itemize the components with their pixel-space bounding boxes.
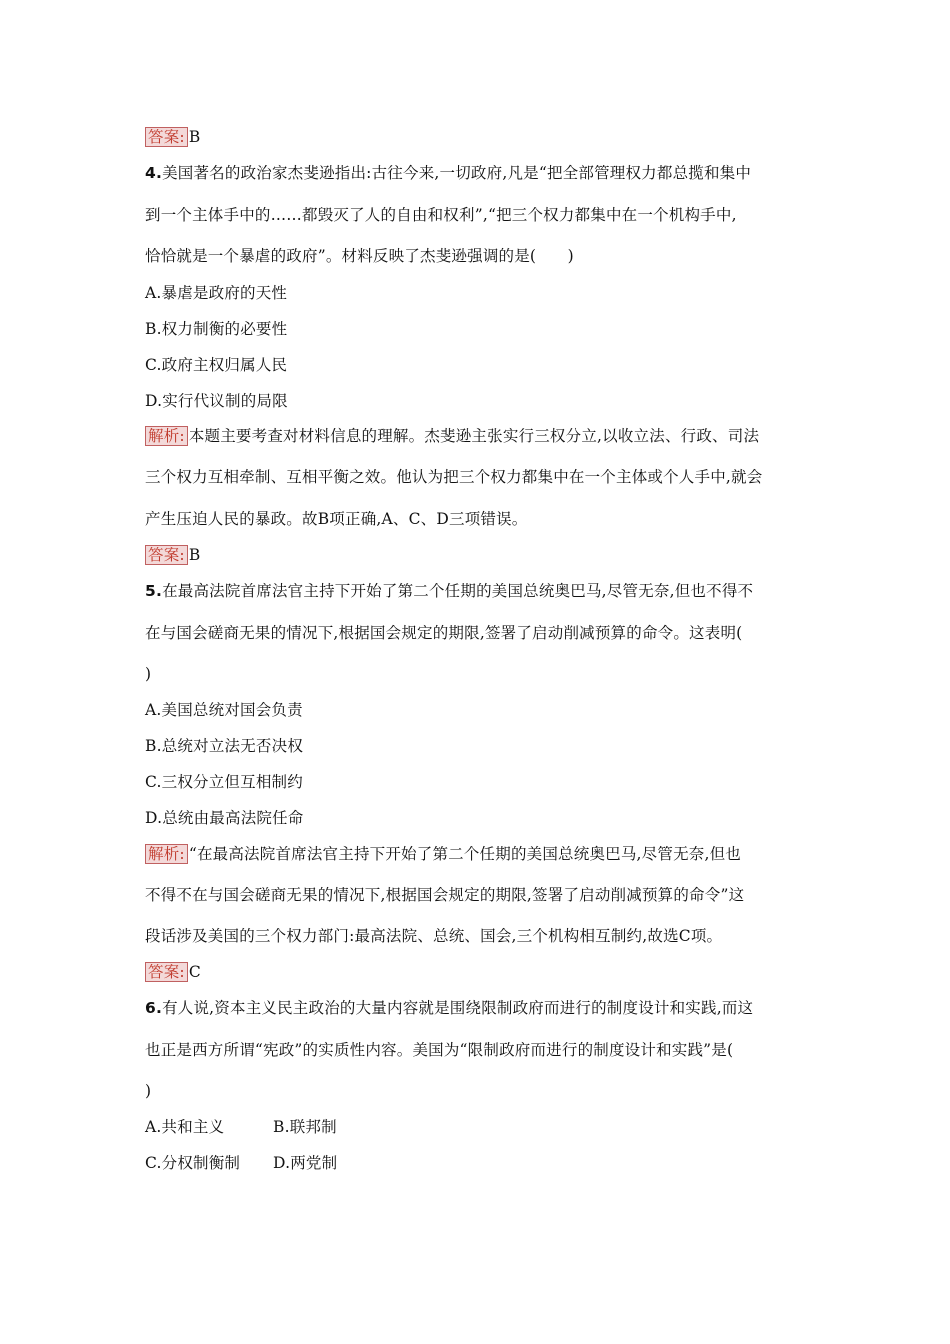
answer-value: C: [188, 963, 201, 981]
analysis-line-3: 段话涉及美国的三个权力部门:最高法院、总统、国会,三个机构相互制约,故选C项。: [145, 927, 723, 945]
answer-tag: 答案:: [145, 127, 188, 147]
question-5-line-1: [145, 580, 753, 602]
option-b: B.总统对立法无否决权: [145, 737, 304, 755]
analysis-tag: 解析:: [145, 426, 188, 446]
answer-value: B: [188, 546, 201, 564]
question-6-line-1: [145, 997, 753, 1019]
answer-row: [145, 961, 201, 983]
analysis-line-2: 三个权力互相牵制、互相平衡之效。他认为把三个权力都集中在一个主体或个人手中,就会: [145, 468, 763, 486]
analysis-line-2: 不得不在与国会磋商无果的情况下,根据国会规定的期限,签署了启动削减预算的命令”这: [145, 886, 745, 904]
answer-tag: 答案:: [145, 962, 188, 982]
analysis-text: 本题主要考查对材料信息的理解。杰斐逊主张实行三权分立,以收立法、行政、司法: [188, 427, 760, 445]
option-b: B.联邦制: [273, 1118, 337, 1136]
option-c: C.政府主权归属人民: [145, 356, 288, 374]
answer-row: [145, 126, 200, 148]
options-row-1: [145, 1116, 445, 1138]
option-b: B.权力制衡的必要性: [145, 320, 288, 338]
option-c: C.三权分立但互相制约: [145, 773, 303, 791]
question-text: 美国著名的政治家杰斐逊指出:古往今来,一切政府,凡是“把全部管理权力都总揽和集中: [162, 164, 752, 182]
question-6-line-2: 也正是西方所谓“宪政”的实质性内容。美国为“限制政府而进行的制度设计和实践”是(: [145, 1041, 734, 1059]
question-4-line-2: 到一个主体手中的……都毁灭了人的自由和权利”,“把三个权力都集中在一个机构手中,: [145, 206, 737, 224]
answer-value: B: [188, 128, 201, 146]
options-row-2: [145, 1152, 445, 1174]
option-a: A.共和主义: [145, 1118, 225, 1136]
question-4-line-3: 恰恰就是一个暴虐的政府”。材料反映了杰斐逊强调的是( ): [145, 247, 574, 265]
answer-tag: 答案:: [145, 545, 188, 565]
option-d: D.两党制: [273, 1154, 338, 1172]
document-page: [145, 0, 810, 1344]
analysis-line-1: [145, 843, 741, 865]
question-5-line-3: ): [145, 665, 152, 683]
option-c: C.分权制衡制: [145, 1154, 241, 1172]
question-4-line-1: [145, 162, 751, 184]
option-a: A.暴虐是政府的天性: [145, 284, 288, 302]
question-text: 有人说,资本主义民主政治的大量内容就是围绕限制政府而进行的制度设计和实践,而这: [162, 999, 754, 1017]
question-6-line-3: ): [145, 1082, 152, 1100]
question-text: 在最高法院首席法官主持下开始了第二个任期的美国总统奥巴马,尽管无奈,但也不得不: [162, 582, 754, 600]
option-d: D.总统由最高法院任命: [145, 809, 304, 827]
analysis-line-3: 产生压迫人民的暴政。故B项正确,A、C、D三项错误。: [145, 510, 528, 528]
answer-row: [145, 544, 200, 566]
analysis-tag: 解析:: [145, 844, 188, 864]
analysis-line-1: [145, 425, 759, 447]
question-5-line-2: 在与国会磋商无果的情况下,根据国会规定的期限,签署了启动削减预算的命令。这表明(: [145, 624, 743, 642]
option-a: A.美国总统对国会负责: [145, 701, 303, 719]
option-d: D.实行代议制的局限: [145, 392, 288, 410]
question-number: 5.: [145, 582, 163, 600]
question-number: 6.: [145, 999, 163, 1017]
analysis-text: “在最高法院首席法官主持下开始了第二个任期的美国总统奥巴马,尽管无奈,但也: [188, 845, 742, 863]
question-number: 4.: [145, 164, 163, 182]
